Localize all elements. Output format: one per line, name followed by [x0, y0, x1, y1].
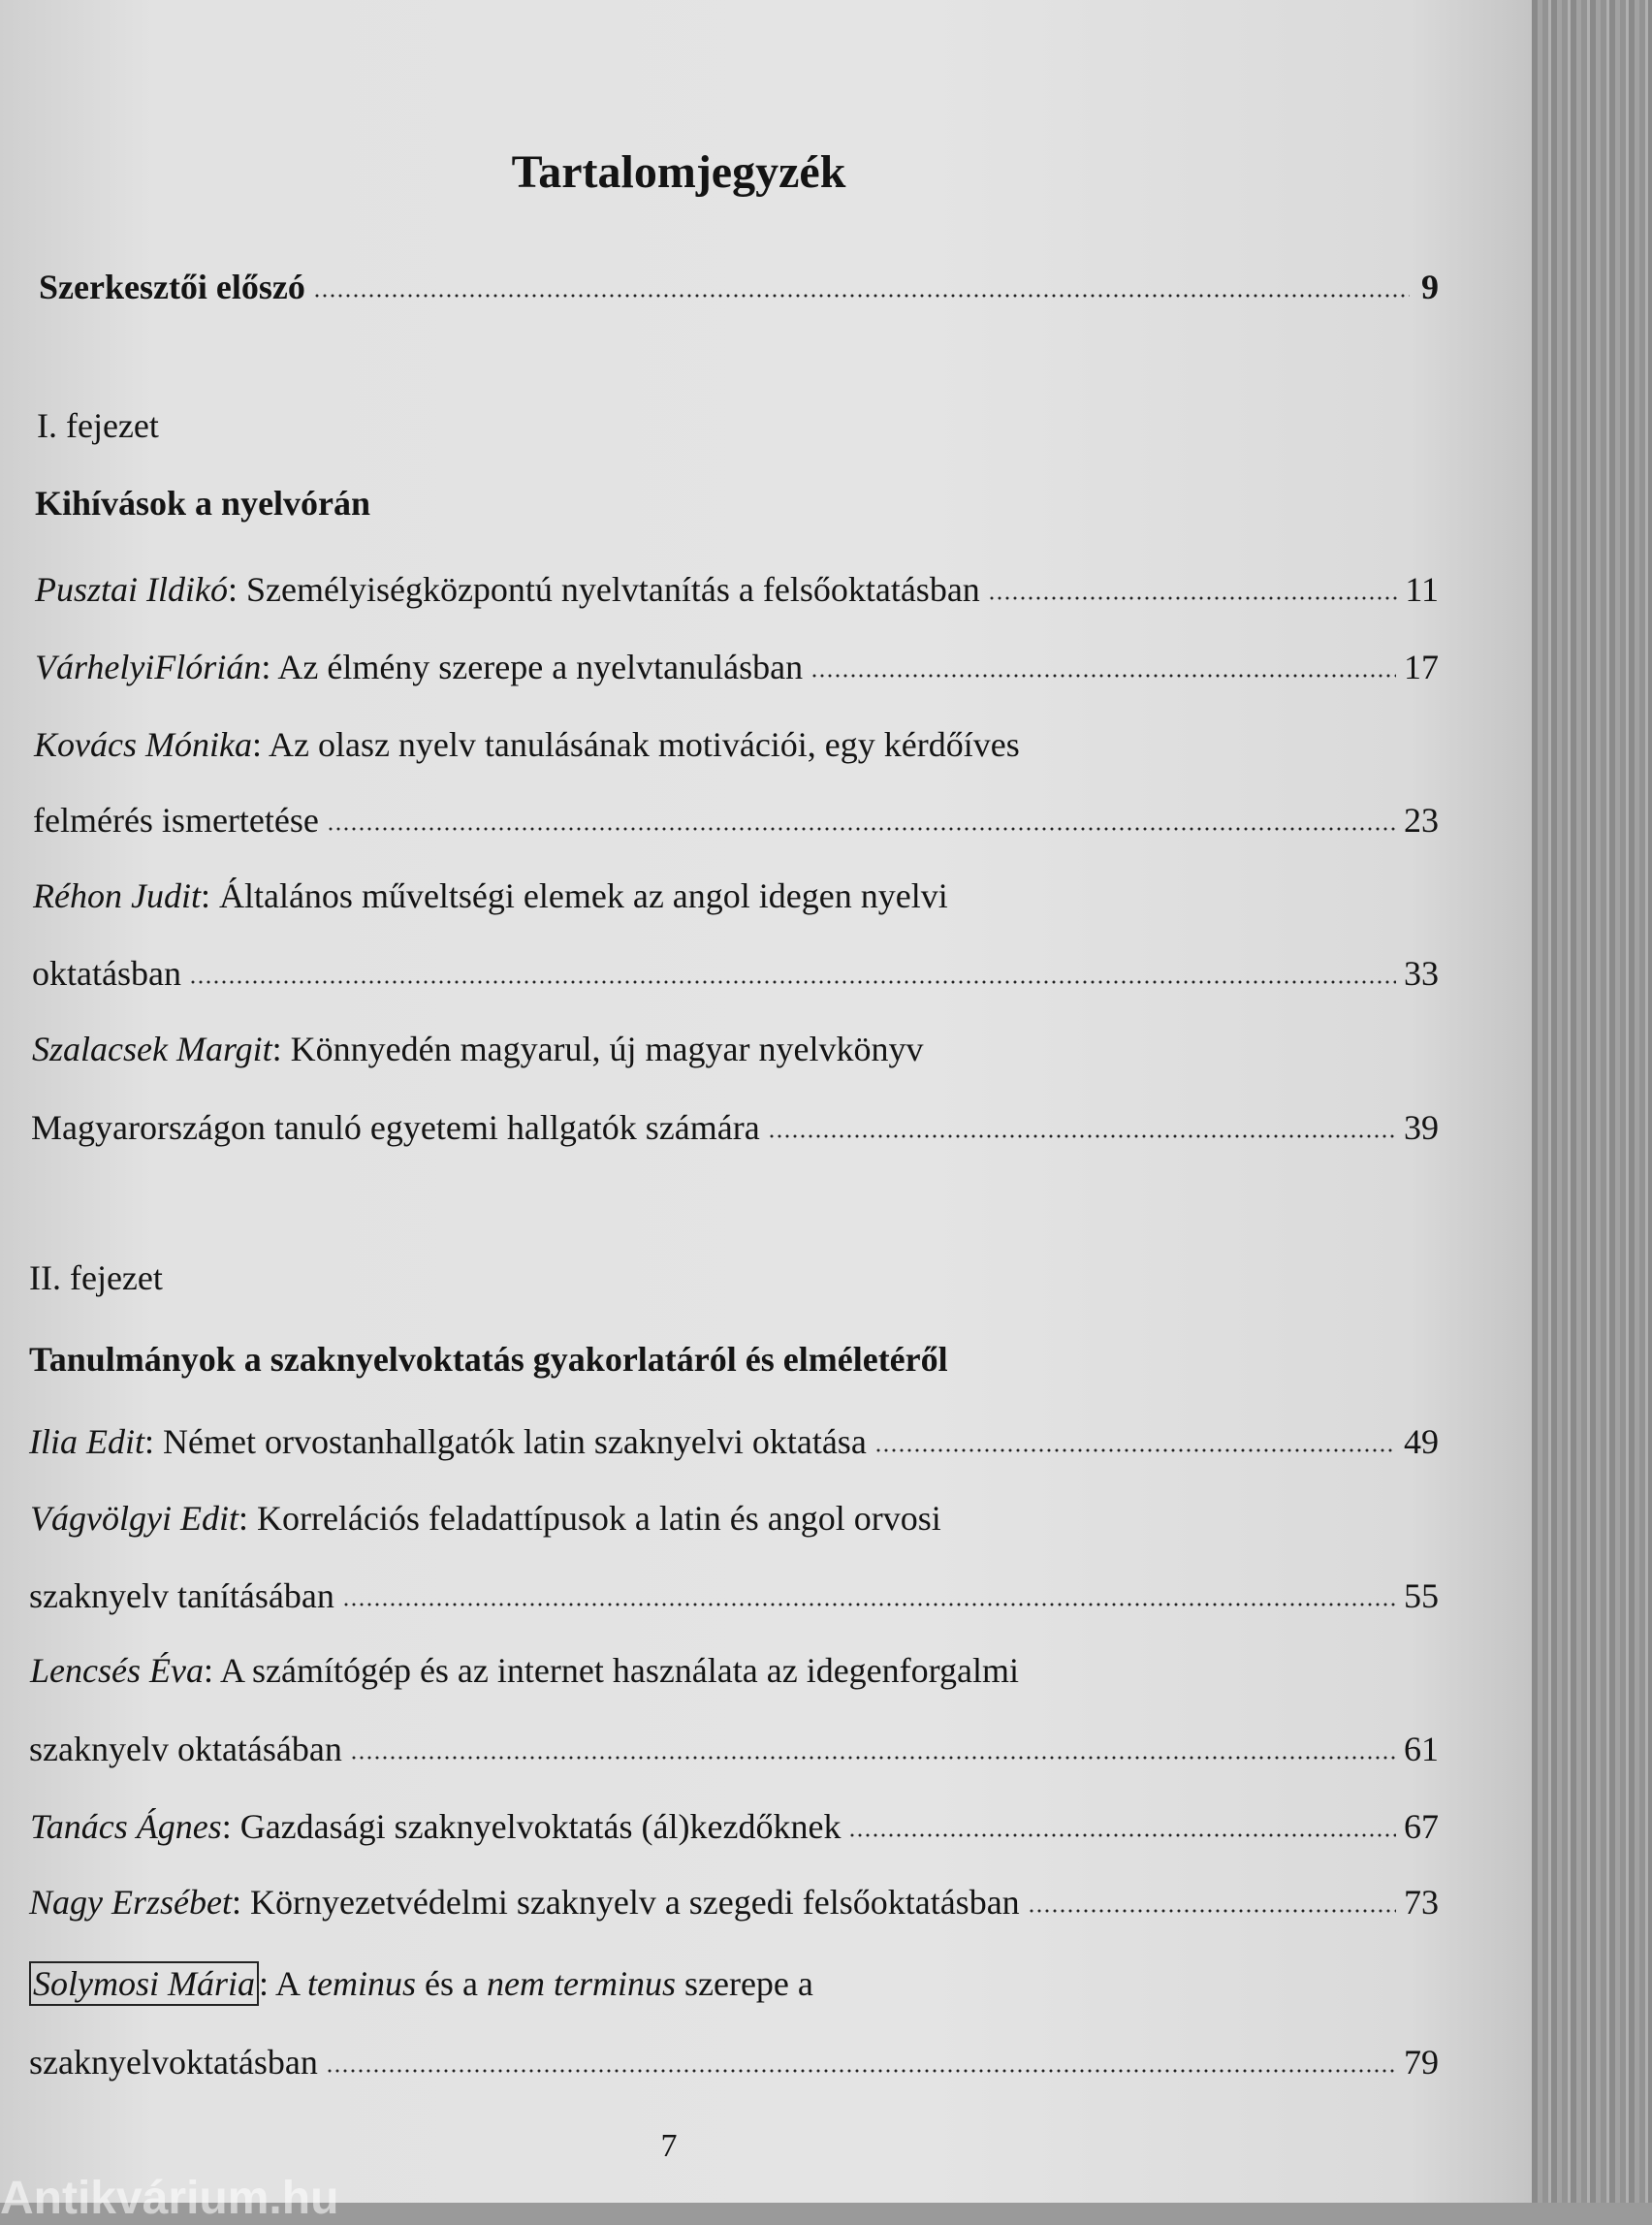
page-ref: 67 — [1404, 1807, 1439, 1846]
chapter-heading: Tanulmányok a szaknyelvoktatás gyakorlatáról és elméletéről — [29, 1340, 948, 1379]
entry-title-part: A — [269, 1964, 308, 2003]
author: VárhelyiFlórián — [35, 648, 262, 686]
toc-entry — [30, 1806, 1439, 1847]
entry-title: Szerkesztői előszó — [39, 268, 305, 306]
page-title: Tartalomjegyzék — [511, 146, 846, 198]
page-ref: 9 — [1421, 268, 1439, 306]
author: Kovács Mónika — [34, 725, 252, 764]
page-ref: 73 — [1404, 1883, 1439, 1922]
toc-entry — [30, 1650, 1019, 1691]
page-ref: 79 — [1404, 2043, 1439, 2082]
author: Vágvölgyi Edit — [30, 1499, 238, 1538]
chapter-heading: Kihívások a nyelvórán — [35, 484, 371, 523]
page-ref: 23 — [1404, 801, 1439, 840]
separator: : — [227, 570, 238, 609]
toc-entry — [29, 1961, 813, 2006]
toc-entry-continuation — [31, 1107, 1439, 1148]
entry-title-part: és a — [416, 1964, 488, 2003]
dot-leader — [874, 1448, 1396, 1452]
toc-entry-continuation — [29, 1729, 1439, 1769]
entry-title: Könnyedén magyarul, új magyar nyelvkönyv — [281, 1030, 924, 1068]
entry-title: Általános műveltségi elemek az angol idegen nyelvi — [209, 876, 948, 915]
separator: : — [251, 725, 262, 764]
entry-title-italic: nem terminus — [487, 1964, 676, 2003]
entry-title: Az élmény szerepe a nyelvtanulásban — [270, 648, 804, 686]
entry-title: Korrelációs feladattípusok a latin és angol orvosi — [247, 1499, 941, 1538]
author: Nagy Erzsébet — [29, 1883, 232, 1922]
toc-entry-continuation — [32, 953, 1439, 994]
dot-leader — [1028, 1909, 1396, 1913]
author: Ilia Edit — [29, 1422, 144, 1461]
toc-entry — [29, 1882, 1439, 1923]
dot-leader — [848, 1833, 1396, 1837]
page-ref: 17 — [1404, 648, 1439, 686]
author: Lencsés Éva — [30, 1651, 204, 1690]
toc-entry-continuation — [29, 1575, 1439, 1616]
separator: : — [259, 1964, 270, 2003]
chapter-label: I. fejezet — [37, 406, 159, 445]
page-ref: 55 — [1404, 1576, 1439, 1615]
author-highlighted: Solymosi Mária — [29, 1961, 259, 2006]
dot-leader — [988, 596, 1398, 600]
dot-leader — [342, 1603, 1396, 1606]
entry-title-part: szerepe a — [676, 1964, 813, 2003]
separator: : — [271, 1030, 282, 1068]
entry-title-italic: teminus — [307, 1964, 417, 2003]
entry-title: Gazdasági szaknyelvoktatás (ál)kezdőknek — [231, 1807, 842, 1846]
dot-leader — [810, 674, 1396, 678]
entry-title: szaknyelvoktatásban — [29, 2043, 318, 2082]
entry-title: felmérés ismertetése — [33, 801, 319, 840]
dot-leader — [326, 2069, 1396, 2073]
page-edge-background — [1532, 0, 1652, 2203]
author: Tanács Ágnes — [30, 1807, 222, 1846]
entry-title: Környezetvédelmi szaknyelv a szegedi felsőoktatásban — [240, 1883, 1020, 1922]
separator: : — [238, 1499, 248, 1538]
separator: : — [231, 1883, 241, 1922]
author: Pusztai Ildikó — [35, 570, 228, 609]
entry-title: szaknyelv tanításában — [29, 1576, 334, 1615]
entry-title: Német orvostanhallgatók latin szaknyelvi oktatása — [154, 1422, 867, 1461]
toc-entry — [35, 569, 1439, 610]
entry-title: Magyarországon tanuló egyetemi hallgatók számára — [31, 1108, 760, 1147]
toc-entry-continuation — [29, 2042, 1439, 2082]
toc-entry — [35, 647, 1439, 687]
toc-entry-foreword — [39, 267, 1439, 307]
toc-entry — [34, 724, 1020, 765]
page-ref: 11 — [1405, 570, 1439, 609]
page-ref: 61 — [1404, 1730, 1439, 1768]
toc-entry-continuation — [33, 800, 1439, 841]
toc-entry — [30, 1498, 941, 1539]
toc-entry — [29, 1421, 1439, 1462]
separator: : — [203, 1651, 213, 1690]
entry-title: oktatásban — [32, 954, 181, 993]
entry-title: szaknyelv oktatásában — [29, 1730, 342, 1768]
watermark: Antikvárium.hu — [0, 2173, 339, 2224]
author: Szalacsek Margit — [32, 1030, 272, 1068]
entry-title: Személyiségközpontú nyelvtanítás a felsőoktatásban — [238, 570, 980, 609]
toc-entry — [33, 875, 948, 916]
dot-leader — [768, 1134, 1396, 1138]
toc-entry — [32, 1029, 923, 1069]
author: Réhon Judit — [33, 876, 201, 915]
dot-leader — [350, 1756, 1396, 1760]
separator: : — [200, 876, 210, 915]
page-ref: 33 — [1404, 954, 1439, 993]
dot-leader — [327, 827, 1396, 831]
separator: : — [144, 1422, 155, 1461]
entry-title: A számítógép és az internet használata az idegenforgalmi — [212, 1651, 1019, 1690]
dot-leader — [313, 294, 1410, 298]
entry-title: Az olasz nyelv tanulásának motivációi, egy kérdőíves — [261, 725, 1020, 764]
separator: : — [261, 648, 271, 686]
page-ref: 49 — [1404, 1422, 1439, 1461]
chapter-label: II. fejezet — [29, 1258, 163, 1297]
separator: : — [221, 1807, 232, 1846]
page-number: 7 — [660, 2128, 678, 2164]
dot-leader — [189, 980, 1396, 984]
page-ref: 39 — [1404, 1108, 1439, 1147]
